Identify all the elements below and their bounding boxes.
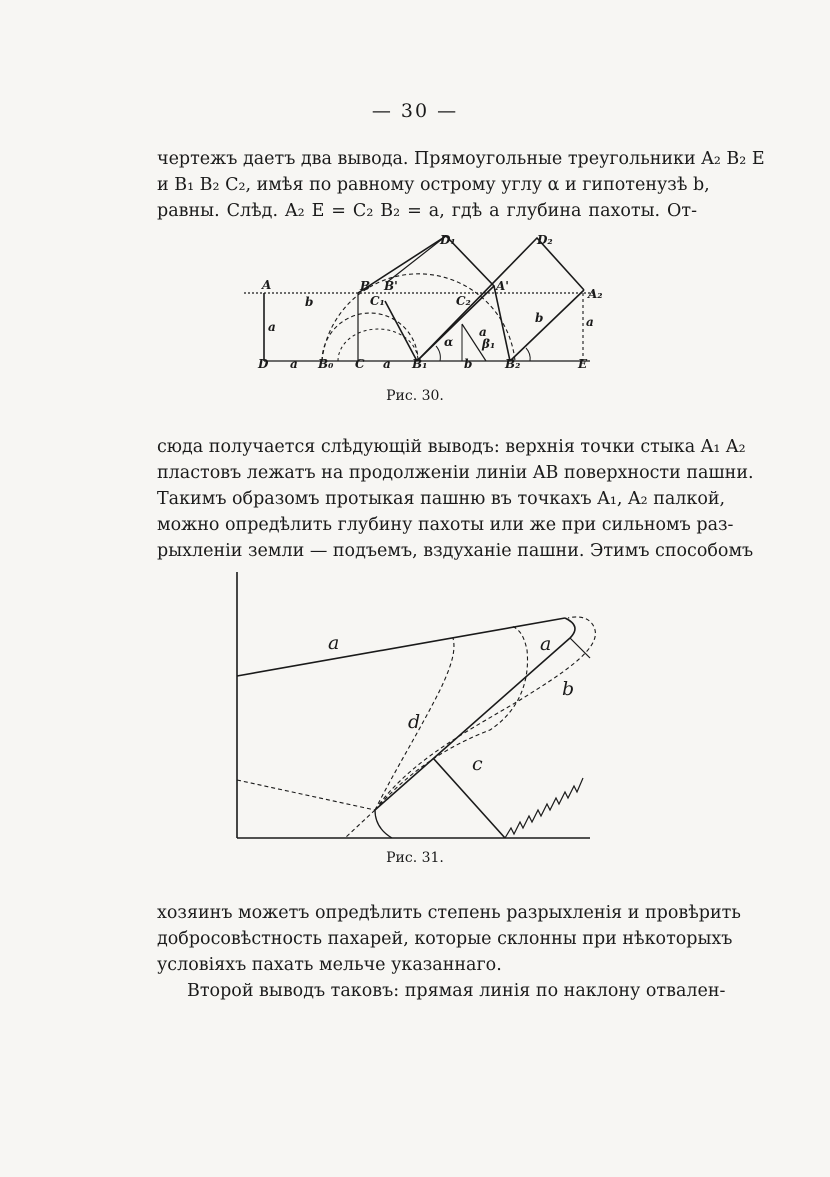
label-A: A (262, 278, 272, 292)
label-C: C (355, 357, 365, 371)
text-line: можно опредѣлить глубину пахоты или же при сильномъ раз- (157, 515, 734, 535)
text-line: чертежъ даетъ два вывода. Прямоугольные треугольники A₂ B₂ E (157, 149, 765, 169)
page-number: — 30 — (371, 100, 459, 122)
label-d: d (408, 711, 421, 733)
label-c: c (472, 753, 483, 775)
text-line: сюда получается слѣдующій выводъ: верхнія точки стыка A₁ A₂ (157, 437, 746, 457)
label-D1: D₁ (440, 233, 456, 247)
label-B: B (360, 279, 371, 293)
text-line: пластовъ лежатъ на продолженіи линіи AB поверхности пашни. (157, 463, 754, 483)
figure-31-caption: Рис. 31. (386, 850, 444, 866)
label-a-bottom-2: a (383, 357, 391, 371)
figure-30-caption: Рис. 30. (386, 388, 444, 404)
label-a2: a (479, 325, 487, 339)
label-b2: b (535, 311, 544, 325)
label-b1: b (305, 295, 314, 309)
text-line: Такимъ образомъ протыкая пашню въ точкахъ A₁, A₂ палкой, (157, 489, 726, 509)
text-line: условіяхъ пахать мельче указаннаго. (157, 955, 502, 975)
label-E: E (578, 357, 588, 371)
label-D: D (258, 357, 269, 371)
text-line: Второй выводъ таковъ: прямая линія по наклону отвален- (187, 981, 726, 1001)
text-line: равны. Слѣд. A₂ E = C₂ B₂ = a, гдѣ a глубина пахоты. От- (157, 201, 697, 221)
label-B1: B₁ (412, 357, 428, 371)
label-a1: a (268, 320, 276, 334)
paragraph-3 (157, 900, 741, 978)
label-B0: B₀ (318, 357, 334, 371)
label-B-prime: B' (384, 279, 398, 293)
label-A1: A' (496, 279, 509, 293)
label-A2: A₂ (588, 287, 603, 301)
label-b: b (562, 678, 575, 700)
label-C1: C₁ (370, 294, 385, 308)
label-a-left: a (328, 632, 340, 654)
figure-31 (0, 570, 830, 850)
label-a3: a (586, 315, 594, 329)
paragraph-1 (157, 146, 765, 224)
text-line: рыхленіи земли — подъемъ, вздуханіе пашни. Этимъ способомъ (157, 541, 754, 561)
paragraph-2 (157, 434, 754, 564)
label-D2: D₂ (537, 233, 553, 247)
label-B2: B₂ (505, 357, 521, 371)
label-a-bottom-1: a (290, 357, 298, 371)
text-line: хозяинъ можетъ опредѣлить степень разрыхленія и провѣрить (157, 903, 741, 923)
label-C2: C₂ (456, 294, 471, 308)
label-alpha1: α (444, 335, 454, 349)
label-b-bottom: b (464, 357, 473, 371)
paragraph-4 (187, 978, 726, 1004)
text-line: добросовѣстность пахарей, которые склонны при нѣкоторыхъ (157, 929, 733, 949)
figure-30 (0, 228, 830, 371)
label-a-right: a (540, 633, 552, 655)
text-line: и B₁ B₂ C₂, имѣя по равному острому углу α и гипотенузѣ b, (157, 175, 710, 195)
label-beta1: β₁ (482, 337, 496, 351)
